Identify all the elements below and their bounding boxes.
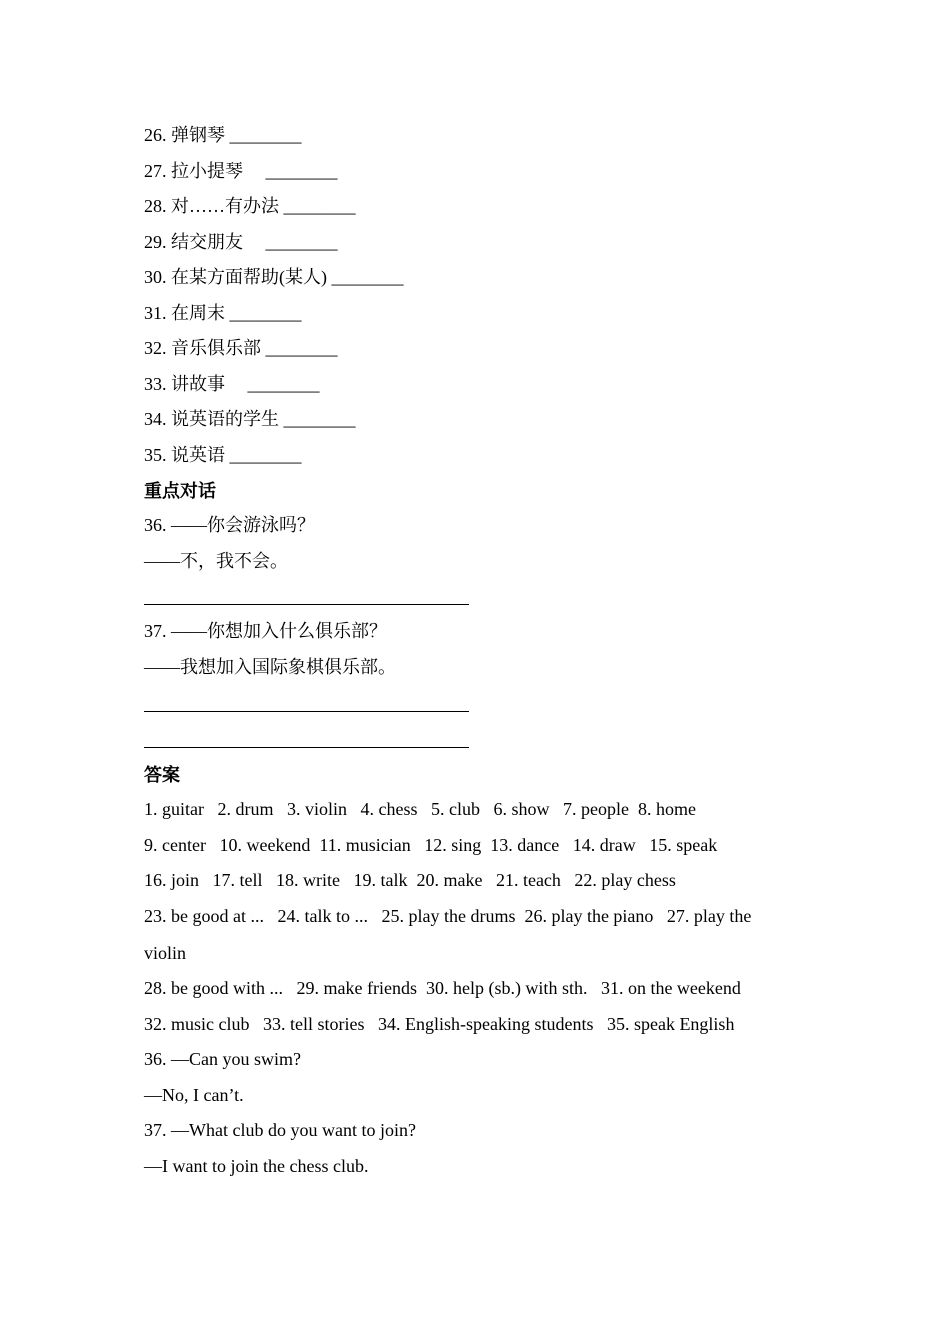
answer-line: 32. music club 33. tell stories 34. English-speaking students 35. speak English	[144, 1014, 735, 1034]
answer-line: 37. —What club do you want to join?	[144, 1120, 416, 1140]
vocab-item: 26. 弹钢琴 ________	[144, 125, 302, 145]
answer-line: 28. be good with ... 29. make friends 30. help (sb.) with sth. 31. on the weekend	[144, 978, 741, 998]
answer-blank-line	[144, 711, 469, 712]
answer-line: 9. center 10. weekend 11. musician 12. sing 13. dance 14. draw 15. speak	[144, 835, 718, 855]
answer-line: violin	[144, 943, 187, 963]
dialogue-line: ——我想加入国际象棋俱乐部。	[144, 657, 396, 677]
answer-blank-line	[144, 604, 469, 605]
answer-blank-line	[144, 747, 469, 748]
vocab-item: 32. 音乐俱乐部 ________	[144, 338, 338, 358]
vocab-item: 30. 在某方面帮助(某人) ________	[144, 267, 404, 287]
section-heading-answers: 答案	[144, 765, 180, 785]
dialogue-line: 36. ——你会游泳吗？	[144, 515, 315, 535]
vocab-item: 28. 对……有办法 ________	[144, 196, 356, 216]
vocab-item: 29. 结交朋友 ________	[144, 232, 338, 252]
answer-line: 1. guitar 2. drum 3. violin 4. chess 5. club 6. show 7. people 8. home	[144, 799, 696, 819]
answer-line: 16. join 17. tell 18. write 19. talk 20. make 21. teach 22. play chess	[144, 870, 676, 890]
answer-line: —I want to join the chess club.	[144, 1156, 369, 1176]
section-heading-dialogue: 重点对话	[144, 481, 216, 501]
vocab-item: 35. 说英语 ________	[144, 445, 302, 465]
vocab-item: 34. 说英语的学生 ________	[144, 409, 356, 429]
vocab-item: 27. 拉小提琴 ________	[144, 161, 338, 181]
dialogue-line: ——不，我不会。	[144, 551, 288, 571]
answer-line: —No, I can’t.	[144, 1085, 244, 1105]
answer-line: 36. —Can you swim?	[144, 1049, 301, 1069]
vocab-item: 33. 讲故事 ________	[144, 374, 320, 394]
vocab-item: 31. 在周末 ________	[144, 303, 302, 323]
dialogue-line: 37. ——你想加入什么俱乐部？	[144, 621, 387, 641]
answer-line: 23. be good at ... 24. talk to ... 25. play the drums 26. play the piano 27. play the	[144, 906, 752, 926]
